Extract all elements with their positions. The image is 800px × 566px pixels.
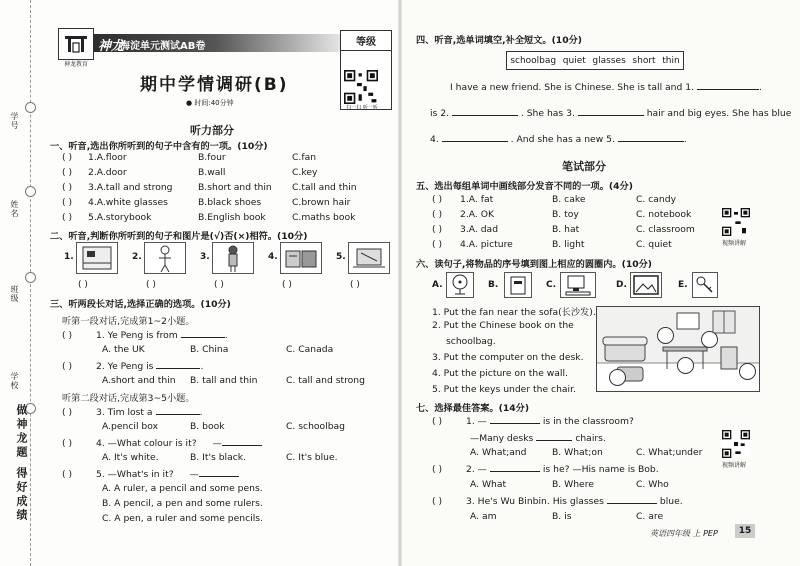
- item-letter: B.: [488, 280, 499, 290]
- option-c: C. A pen, a ruler and some pencils.: [102, 513, 263, 524]
- q2-heading: 二、听音,判断你所听到的句子和图片是(√)否(×)相符。(10分): [50, 231, 308, 242]
- book-icon: [505, 273, 531, 297]
- answer-parens[interactable]: ( ): [78, 280, 88, 290]
- passage-line-1: [450, 80, 762, 93]
- answer-parens[interactable]: ( ): [432, 194, 443, 205]
- binding-hole: [25, 102, 36, 113]
- option-c: C.fan: [292, 152, 317, 163]
- item-letter: A.: [432, 280, 443, 290]
- question-row: [62, 328, 228, 341]
- label-student-id: 学号: [10, 112, 19, 130]
- room-picture: [76, 242, 118, 274]
- video-caption: 视频讲解: [722, 240, 747, 247]
- question-text: is in the classroom?: [542, 416, 634, 427]
- option-c: C. notebook: [636, 209, 692, 220]
- passage-text: hair and big eyes. She has blue: [646, 108, 792, 119]
- instruction-sentence: 5. Put the keys under the chair.: [432, 384, 576, 395]
- book-picture: [504, 272, 532, 298]
- option-a: 4.A. picture: [460, 239, 513, 250]
- question-row: [432, 462, 659, 475]
- answer-parens[interactable]: ( ): [62, 212, 73, 223]
- dialogue-1-instruction: 听第一段对话,完成第1~2小题。: [62, 316, 195, 327]
- room-scene: [596, 306, 760, 392]
- answer-parens[interactable]: ( ): [432, 224, 443, 235]
- instruction-sentence: schoolbag.: [446, 336, 496, 347]
- video-caption: 视频讲解: [722, 462, 747, 469]
- picture-icon: [145, 243, 185, 273]
- option-b: B. China: [190, 344, 229, 355]
- binding-hole: [25, 272, 36, 283]
- word-bank-word: short: [632, 55, 656, 66]
- answer-circle[interactable]: [609, 369, 626, 386]
- passage-text: .: [758, 82, 762, 93]
- label-school: 学校: [10, 372, 19, 390]
- answer-parens[interactable]: ( ): [62, 167, 73, 178]
- option-c: C. What;under: [636, 447, 703, 458]
- answer-blank[interactable]: [452, 106, 518, 116]
- q7-heading: 七、选择最佳答案。(14分): [416, 403, 530, 414]
- answer-parens[interactable]: ( ): [146, 280, 156, 290]
- answer-blank[interactable]: [536, 431, 572, 441]
- option-a: 5.A.storybook: [88, 212, 152, 223]
- answer-blank[interactable]: [199, 467, 239, 477]
- binding-margin: [4, 0, 42, 566]
- answer-blank[interactable]: [607, 494, 657, 504]
- computer-icon: [561, 273, 595, 297]
- option-a: A. the UK: [102, 344, 145, 355]
- passage-text: . And she has a new 5.: [510, 134, 615, 145]
- word-bank-word: thin: [662, 55, 680, 66]
- passage-text: .: [683, 134, 687, 145]
- label-class: 班级: [10, 285, 19, 303]
- option-b: B.short and thin: [198, 182, 272, 193]
- option-a: A.short and thin: [102, 375, 176, 386]
- slogan: 做神龙题 得好成绩: [15, 404, 28, 523]
- question-row: [432, 494, 683, 507]
- answer-blank[interactable]: [181, 328, 225, 338]
- question-row: [62, 359, 203, 372]
- answer-blank[interactable]: [222, 436, 262, 446]
- picture-number: 1.: [64, 252, 74, 262]
- cut-line: [30, 0, 32, 566]
- question-text: .: [199, 407, 203, 418]
- passage-line-2: [430, 106, 791, 119]
- answer-parens[interactable]: ( ): [62, 438, 73, 449]
- option-a: 1.A. fat: [460, 194, 494, 205]
- option-a: 2.A.door: [88, 167, 127, 178]
- answer-circle[interactable]: [677, 357, 694, 374]
- question-text: 2. —: [466, 464, 487, 475]
- answer-blank[interactable]: [156, 405, 200, 415]
- sub-question: [470, 431, 606, 444]
- word-bank-word: schoolbag: [510, 55, 557, 66]
- option-c: C. It's blue.: [286, 452, 338, 463]
- answer-blank[interactable]: [490, 462, 540, 472]
- picture-icon: [349, 243, 389, 273]
- option-b: B. It's black.: [190, 452, 246, 463]
- picture-icon: [213, 243, 253, 273]
- q6-heading: 六、读句子,将物品的序号填到图上相应的圆圈内。(10分): [416, 259, 652, 270]
- qr-caption: 扫一扫 听一听: [346, 105, 378, 111]
- answer-parens[interactable]: ( ): [62, 182, 73, 193]
- label-name: 姓名: [10, 200, 19, 218]
- question-text: 1. Ye Peng is from: [96, 330, 178, 341]
- fan-icon: [447, 273, 473, 297]
- picture-icon: [281, 243, 321, 273]
- question-row: [62, 405, 202, 418]
- question-text: chairs.: [575, 433, 606, 444]
- option-a: 3.A. dad: [460, 224, 499, 235]
- answer-parens[interactable]: ( ): [62, 152, 73, 163]
- option-c: C.maths book: [292, 212, 356, 223]
- books-picture: [280, 242, 322, 274]
- q1-heading: 一、听音,选出你所听到的句子中含有的一项。(10分): [50, 141, 268, 152]
- question-text: 3. He's Wu Binbin. His glasses: [466, 496, 604, 507]
- answer-parens[interactable]: ( ): [62, 407, 73, 418]
- keys-icon: [693, 273, 717, 297]
- desk-picture: [348, 242, 390, 274]
- option-b: B. tall and thin: [190, 375, 258, 386]
- passage-text: 4.: [430, 134, 439, 145]
- answer-circle[interactable]: [701, 331, 718, 348]
- answer-blank[interactable]: [697, 80, 759, 90]
- picture-number: 2.: [132, 252, 142, 262]
- question-text: 4. —What colour is it?: [96, 438, 197, 449]
- option-a: 4.A.white glasses: [88, 197, 168, 208]
- series-name: 海淀单元测试AB卷: [120, 41, 206, 52]
- option-c: C.brown hair: [292, 197, 351, 208]
- option-a: 3.A.tall and strong: [88, 182, 173, 193]
- option-b: B.wall: [198, 167, 226, 178]
- dialogue-2-instruction: 听第二段对话,完成第3~5小题。: [62, 393, 195, 404]
- instruction-sentence: 3. Put the computer on the desk.: [432, 352, 584, 363]
- option-a: A.pencil box: [102, 421, 159, 432]
- answer-circle[interactable]: [657, 327, 674, 344]
- option-b: B. toy: [552, 209, 579, 220]
- option-b: B.English book: [198, 212, 266, 223]
- word-bank-word: glasses: [592, 55, 626, 66]
- passage-line-3: [430, 132, 687, 145]
- q5-heading: 五、选出每组单词中画线部分发音不同的一项。(4分): [416, 181, 633, 192]
- answer-parens[interactable]: ( ): [282, 280, 292, 290]
- option-b: B. hat: [552, 224, 580, 235]
- answer-parens[interactable]: ( ): [62, 330, 73, 341]
- question-row: [432, 414, 634, 427]
- written-section-title: 笔试部分: [562, 160, 606, 173]
- option-b: B.four: [198, 152, 226, 163]
- answer-parens[interactable]: ( ): [432, 496, 443, 507]
- question-text: blue.: [659, 496, 683, 507]
- fan-picture: [446, 272, 474, 298]
- word-bank: [506, 51, 684, 70]
- picture-number: 5.: [336, 252, 346, 262]
- boy-picture: [144, 242, 186, 274]
- question-text: —: [189, 469, 199, 480]
- answer-blank[interactable]: [490, 414, 540, 424]
- option-c: C. classroom: [636, 224, 695, 235]
- keys-picture: [692, 272, 718, 298]
- picture-frame-icon: [631, 273, 661, 297]
- page-title: 期中学情调研(B): [140, 75, 289, 95]
- picture-number: 3.: [200, 252, 210, 262]
- answer-blank[interactable]: [618, 132, 684, 142]
- listening-section-title: 听力部分: [190, 124, 234, 137]
- option-a: 1.A.floor: [88, 152, 127, 163]
- picture-icon: [77, 243, 117, 273]
- answer-parens[interactable]: ( ): [432, 416, 443, 427]
- option-b: B. A pencil, a pen and some rulers.: [102, 498, 263, 509]
- option-b: B. light: [552, 239, 585, 250]
- option-c: C. candy: [636, 194, 677, 205]
- answer-blank[interactable]: [578, 106, 644, 116]
- page-number: 15: [735, 524, 755, 538]
- book-fold: [398, 0, 402, 566]
- answer-parens[interactable]: ( ): [432, 239, 443, 250]
- girl-picture: [212, 242, 254, 274]
- answer-parens[interactable]: ( ): [62, 361, 73, 372]
- answer-parens[interactable]: ( ): [432, 209, 443, 220]
- computer-picture: [560, 272, 596, 298]
- option-c: C. schoolbag: [286, 421, 346, 432]
- qr-code-icon[interactable]: [344, 70, 378, 104]
- question-text: is he? —His name is Bob.: [542, 464, 659, 475]
- time-limit: ● 时间:40分钟: [186, 99, 234, 107]
- option-b: B. is: [552, 511, 572, 522]
- option-c: C.key: [292, 167, 318, 178]
- option-c: C. Canada: [286, 344, 334, 355]
- option-a: 2.A. OK: [460, 209, 494, 220]
- question-text: .: [200, 361, 204, 372]
- passage-text: is 2.: [430, 108, 450, 119]
- option-b: B. book: [190, 421, 225, 432]
- answer-parens[interactable]: ( ): [432, 464, 443, 475]
- item-letter: D.: [616, 280, 627, 290]
- option-b: B. cake: [552, 194, 586, 205]
- option-b: B. What;on: [552, 447, 603, 458]
- item-letter: C.: [546, 280, 557, 290]
- option-b: B.black shoes: [198, 197, 262, 208]
- video-qr-icon[interactable]: [722, 430, 750, 458]
- instruction-sentence: 1. Put the fan near the sofa(长沙发).: [432, 307, 596, 318]
- instruction-sentence: 4. Put the picture on the wall.: [432, 368, 568, 379]
- instruction-sentence: 2. Put the Chinese book on the: [432, 320, 574, 331]
- option-c: C. Who: [636, 479, 669, 490]
- time-text: 时间:40分钟: [194, 99, 234, 107]
- question-text: 1. —: [466, 416, 487, 427]
- grade-label: 等级: [341, 31, 391, 51]
- option-a: A. What: [470, 479, 507, 490]
- question-row: [62, 467, 239, 480]
- q4-heading: 四、听音,选单词填空,补全短文。(10分): [416, 35, 582, 46]
- word-bank-word: quiet: [562, 55, 586, 66]
- answer-blank[interactable]: [442, 132, 508, 142]
- question-text: 2. Ye Peng is: [96, 361, 154, 372]
- footer-label: 英语四年级 上 PEP: [650, 529, 718, 538]
- option-a: A. It's white.: [102, 452, 159, 463]
- question-text: 3. Tim lost a: [96, 407, 153, 418]
- option-a: A. A ruler, a pencil and some pens.: [102, 483, 263, 494]
- option-c: C. tall and strong: [286, 375, 365, 386]
- item-letter: E.: [678, 280, 688, 290]
- option-a: A. am: [470, 511, 497, 522]
- answer-parens[interactable]: ( ): [350, 280, 360, 290]
- publisher-logo: [58, 28, 94, 68]
- picture-frame-picture: [630, 272, 662, 298]
- option-a: A. What;and: [470, 447, 527, 458]
- question-text: .: [224, 330, 228, 341]
- answer-parens[interactable]: ( ): [214, 280, 224, 290]
- binding-hole: [25, 186, 36, 197]
- option-b: B. Where: [552, 479, 594, 490]
- passage-text: I have a new friend. She is Chinese. She is tall and 1.: [450, 82, 695, 93]
- answer-blank[interactable]: [156, 359, 200, 369]
- option-c: C. are: [636, 511, 664, 522]
- q3-heading: 三、听两段长对话,选择正确的选项。(10分): [50, 299, 231, 310]
- option-c: C.tall and thin: [292, 182, 357, 193]
- video-qr-icon[interactable]: [722, 208, 750, 236]
- answer-circle[interactable]: [739, 363, 756, 380]
- logo-caption: 神龙教育: [63, 61, 88, 68]
- brand-name: 神龙: [98, 39, 125, 54]
- question-text: —: [212, 438, 222, 449]
- gate-icon: [63, 34, 89, 54]
- question-text: 5. —What's in it?: [96, 469, 174, 480]
- answer-parens[interactable]: ( ): [62, 469, 73, 480]
- question-text: —Many desks: [470, 433, 534, 444]
- passage-text: . She has 3.: [520, 108, 575, 119]
- question-row: [62, 436, 262, 449]
- answer-parens[interactable]: ( ): [62, 197, 73, 208]
- option-c: C. quiet: [636, 239, 672, 250]
- picture-number: 4.: [268, 252, 278, 262]
